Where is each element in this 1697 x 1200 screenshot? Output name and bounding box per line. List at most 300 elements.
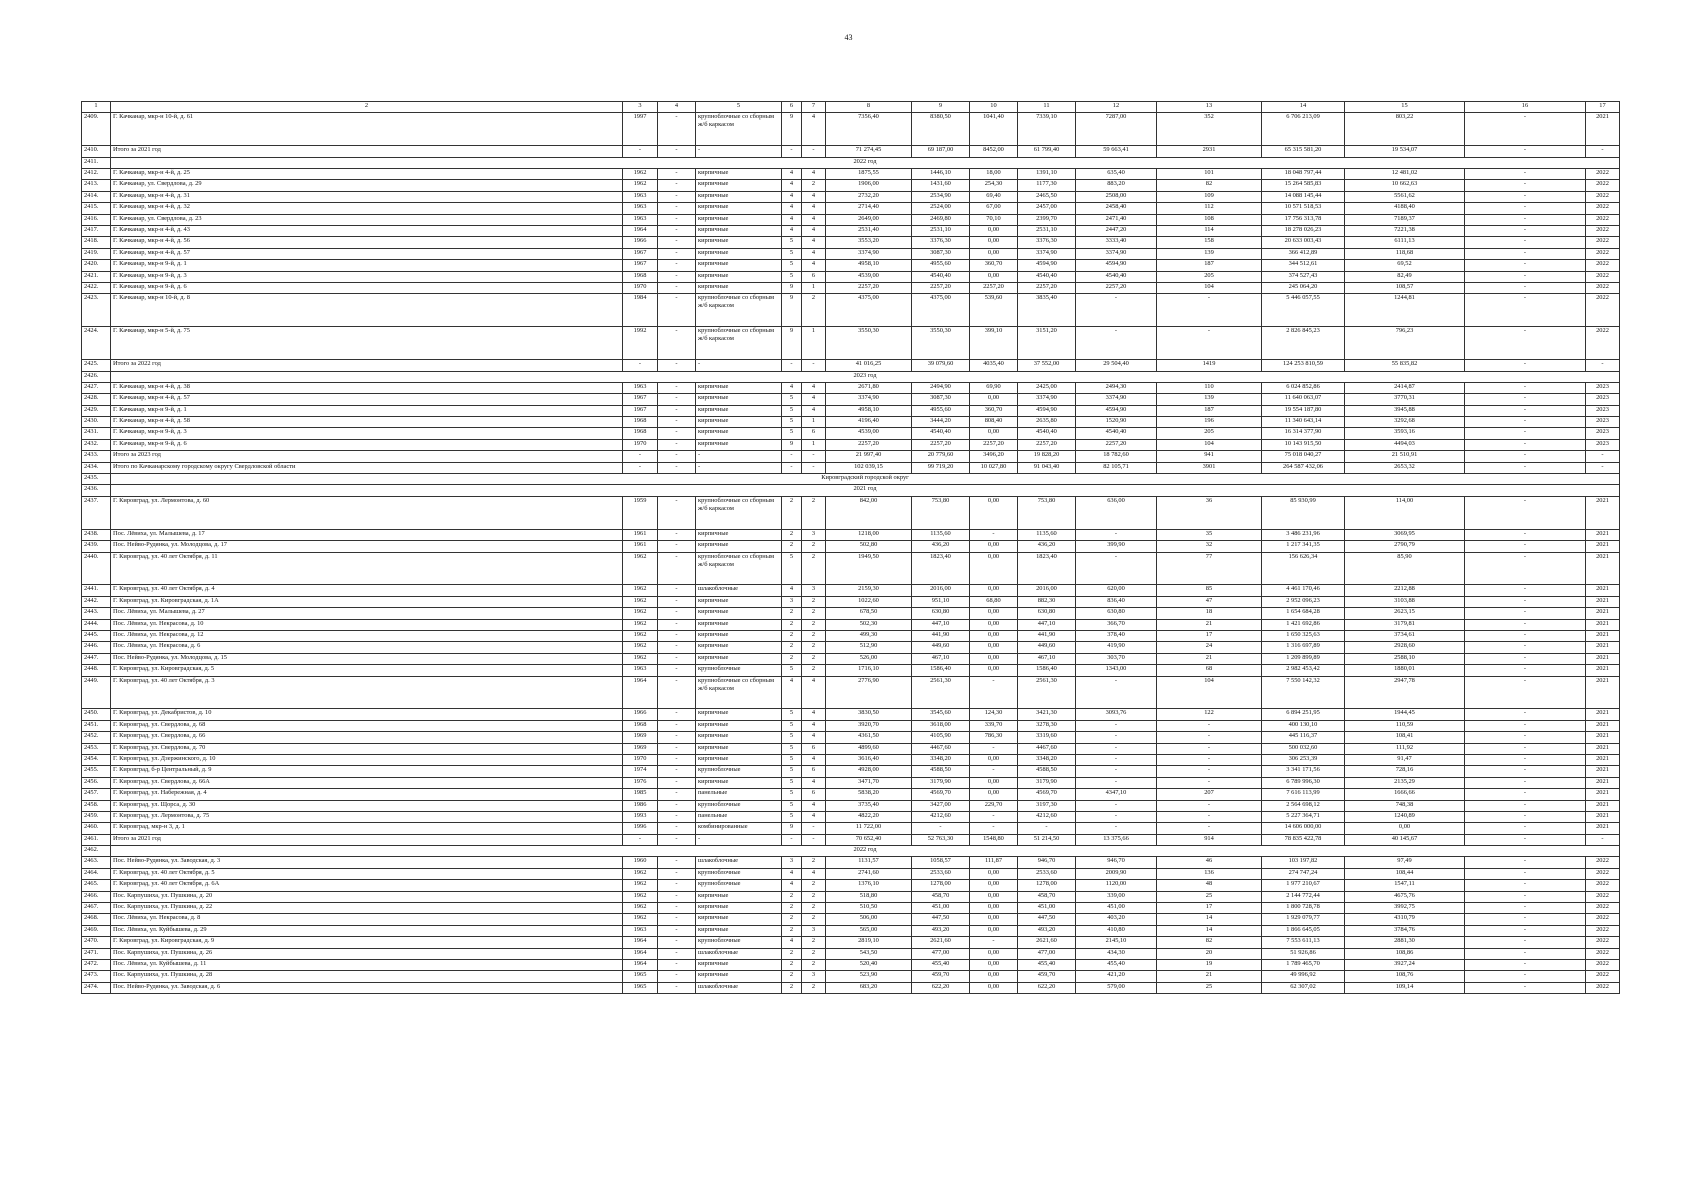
residents-count-cell: - (1157, 754, 1262, 765)
repair-cost-cell: 2 982 453,42 (1262, 665, 1345, 676)
year-reconstructed-cell: - (658, 180, 696, 191)
page-number: 43 (844, 33, 853, 42)
floors-cell: 9 (782, 823, 802, 834)
limit-cost-cell: - (1465, 439, 1586, 450)
year-reconstructed-cell: - (658, 248, 696, 259)
nonresidential-area-cell: 0,00 (970, 960, 1018, 971)
entrances-cell: 4 (802, 732, 826, 743)
repair-cost-cell: 1 316 697,89 (1262, 642, 1345, 653)
address-cell: Пос. Нейво-Рудянка, ул. Молодцова, д. 17 (111, 541, 623, 552)
table-row (82, 596, 1620, 607)
planned-year-cell: 2022 (1586, 937, 1620, 948)
private-area-cell: - (1076, 800, 1157, 811)
residential-area-cell: 91 043,40 (1018, 462, 1076, 473)
private-area-cell: 2447,20 (1076, 226, 1157, 237)
floors-cell: 2 (782, 541, 802, 552)
total-area-cell: 70 652,40 (826, 834, 912, 845)
premises-area-cell: 3618,00 (912, 720, 970, 731)
year-built-cell: 1970 (623, 439, 658, 450)
address-cell: Итого по Качканарскому городскому округу Свердловской области (111, 462, 623, 473)
limit-cost-cell: - (1465, 800, 1586, 811)
limit-cost-cell: - (1465, 541, 1586, 552)
wall-material-cell: кирпичные (696, 720, 782, 731)
wall-material-cell: кирпичные (696, 971, 782, 982)
residents-count-cell: 32 (1157, 541, 1262, 552)
limit-cost-cell: - (1465, 248, 1586, 259)
premises-area-cell: 622,20 (912, 982, 970, 993)
table-row (82, 800, 1620, 811)
private-area-cell: 1520,90 (1076, 417, 1157, 428)
cost-per-sqm-cell: 2928,60 (1345, 642, 1465, 653)
repair-cost-cell: 1 421 692,86 (1262, 619, 1345, 630)
address-cell: Г. Качканар, мкр-н 9-й, д. 6 (111, 439, 623, 450)
repair-cost-cell: 306 253,39 (1262, 754, 1345, 765)
cost-per-sqm-cell: 2212,88 (1345, 585, 1465, 596)
nonresidential-area-cell: - (970, 529, 1018, 540)
year-built-cell: 1963 (623, 191, 658, 202)
total-area-cell: 2714,40 (826, 203, 912, 214)
repair-cost-cell: 1 929 079,77 (1262, 914, 1345, 925)
premises-area-cell: 4955,60 (912, 260, 970, 271)
repair-cost-cell: 245 064,20 (1262, 282, 1345, 293)
cost-per-sqm-cell: 796,23 (1345, 327, 1465, 360)
floors-cell: 5 (782, 248, 802, 259)
repair-cost-cell: 17 756 313,78 (1262, 214, 1345, 225)
private-area-cell: 630,80 (1076, 608, 1157, 619)
wall-material-cell: кирпичные (696, 743, 782, 754)
address-cell: Г. Качканар, ул. Свердлова, д. 23 (111, 214, 623, 225)
floors-cell: 2 (782, 608, 802, 619)
private-area-cell: 2009,90 (1076, 868, 1157, 879)
limit-cost-cell: - (1465, 552, 1586, 585)
entrances-cell: 2 (802, 619, 826, 630)
year-built-cell: 1962 (623, 914, 658, 925)
residents-count-cell: 108 (1157, 214, 1262, 225)
wall-material-cell: - (696, 834, 782, 845)
row-number-cell: 2470. (82, 937, 111, 948)
year-reconstructed-cell: - (658, 925, 696, 936)
year-reconstructed-cell: - (658, 596, 696, 607)
address-cell: Г. Кировград, ул. Лермонтова, д. 75 (111, 811, 623, 822)
private-area-cell: 4540,40 (1076, 271, 1157, 282)
premises-area-cell: 20 779,60 (912, 451, 970, 462)
premises-area-cell: 3444,20 (912, 417, 970, 428)
premises-area-cell: 436,20 (912, 541, 970, 552)
row-number: 2411. (82, 157, 111, 168)
limit-cost-cell: - (1465, 260, 1586, 271)
year-built-cell: 1964 (623, 676, 658, 709)
residential-area-cell: 2621,60 (1018, 937, 1076, 948)
repair-cost-cell: 78 835 422,78 (1262, 834, 1345, 845)
column-number-14: 14 (1262, 102, 1345, 113)
year-reconstructed-cell: - (658, 608, 696, 619)
total-area-cell: 4539,00 (826, 271, 912, 282)
year-reconstructed-cell: - (658, 169, 696, 180)
year-reconstructed-cell: - (658, 868, 696, 879)
nonresidential-area-cell: 0,00 (970, 903, 1018, 914)
year-built-cell: 1963 (623, 203, 658, 214)
private-area-cell: 3374,90 (1076, 394, 1157, 405)
table-row (82, 766, 1620, 777)
residential-area-cell: 4569,70 (1018, 789, 1076, 800)
cost-per-sqm-cell: 1240,89 (1345, 811, 1465, 822)
planned-year-cell: 2022 (1586, 948, 1620, 959)
residents-count-cell: 914 (1157, 834, 1262, 845)
limit-cost-cell: - (1465, 169, 1586, 180)
wall-material-cell: крупноблочные со сборным ж/б каркасом (696, 496, 782, 529)
address-cell: Итого за 2022 год (111, 360, 623, 371)
wall-material-cell: кирпичные (696, 619, 782, 630)
table-row (82, 789, 1620, 800)
planned-year-cell: 2023 (1586, 394, 1620, 405)
year-built-cell: 1962 (623, 180, 658, 191)
limit-cost-cell: - (1465, 180, 1586, 191)
address-cell: Пос. Карпушиха, ул. Пушкина, д. 20 (111, 891, 623, 902)
address-cell: Г. Кировград, ул. Щорса, д. 30 (111, 800, 623, 811)
row-number-cell: 2450. (82, 709, 111, 720)
year-built-cell: 1968 (623, 271, 658, 282)
entrances-cell: 4 (802, 800, 826, 811)
repair-cost-cell: 20 633 003,43 (1262, 237, 1345, 248)
residential-area-cell: 19 828,20 (1018, 451, 1076, 462)
repair-cost-cell: 344 512,61 (1262, 260, 1345, 271)
planned-year-cell: 2021 (1586, 676, 1620, 709)
floors-cell: 5 (782, 394, 802, 405)
floors-cell: 4 (782, 880, 802, 891)
nonresidential-area-cell: 786,30 (970, 732, 1018, 743)
table-row (82, 709, 1620, 720)
address-cell: Г. Кировград, ул. Кировградская, д. 5 (111, 665, 623, 676)
year-built-cell: 1962 (623, 642, 658, 653)
address-cell: Пос. Лёвиха, ул. Малышева, д. 17 (111, 529, 623, 540)
limit-cost-cell: - (1465, 405, 1586, 416)
repair-cost-cell: 500 032,60 (1262, 743, 1345, 754)
residential-area-cell: 1586,40 (1018, 665, 1076, 676)
limit-cost-cell: - (1465, 811, 1586, 822)
year-reconstructed-cell: - (658, 857, 696, 868)
residential-area-cell: 1391,10 (1018, 169, 1076, 180)
residential-area-cell: 61 799,40 (1018, 146, 1076, 157)
year-built-cell: 1964 (623, 948, 658, 959)
private-area-cell: 4347,10 (1076, 789, 1157, 800)
nonresidential-area-cell: 0,00 (970, 754, 1018, 765)
residents-count-cell: 14 (1157, 925, 1262, 936)
residents-count-cell: 158 (1157, 237, 1262, 248)
planned-year-cell: 2022 (1586, 214, 1620, 225)
year-built-cell: 1969 (623, 732, 658, 743)
private-area-cell: 2257,20 (1076, 439, 1157, 450)
total-area-cell: 4958,10 (826, 260, 912, 271)
premises-area-cell: 3087,30 (912, 248, 970, 259)
entrances-cell: 2 (802, 552, 826, 585)
repair-cost-cell: 16 314 377,90 (1262, 428, 1345, 439)
address-cell: Г. Качканар, мкр-н 4-й, д. 38 (111, 382, 623, 393)
address-cell: Г. Кировград, б-р Центральный, д. 9 (111, 766, 623, 777)
address-cell: Г. Кировград, ул. Декабристов, д. 10 (111, 709, 623, 720)
repair-cost-cell: 6 789 996,30 (1262, 777, 1345, 788)
table-row (82, 529, 1620, 540)
limit-cost-cell: - (1465, 191, 1586, 202)
address-cell: Итого за 2023 год (111, 451, 623, 462)
year-reconstructed-cell: - (658, 146, 696, 157)
planned-year-cell: 2022 (1586, 857, 1620, 868)
planned-year-cell: - (1586, 146, 1620, 157)
year-built-cell: 1969 (623, 743, 658, 754)
address-cell: Г. Качканар, мкр-н 9-й, д. 6 (111, 282, 623, 293)
repair-cost-cell: 3 486 231,96 (1262, 529, 1345, 540)
row-number-cell: 2433. (82, 451, 111, 462)
row-number-cell: 2448. (82, 665, 111, 676)
limit-cost-cell: - (1465, 282, 1586, 293)
limit-cost-cell: - (1465, 868, 1586, 879)
premises-area-cell: 1586,40 (912, 665, 970, 676)
total-area-cell: 41 016,25 (826, 360, 912, 371)
row-number-cell: 2457. (82, 789, 111, 800)
address-cell: Г. Кировград, мкр-н 3, д. 1 (111, 823, 623, 834)
floors-cell: 9 (782, 113, 802, 146)
planned-year-cell: 2022 (1586, 880, 1620, 891)
year-built-cell: 1997 (623, 113, 658, 146)
residents-count-cell: - (1157, 823, 1262, 834)
residents-count-cell: 109 (1157, 191, 1262, 202)
year-built-cell: 1962 (623, 868, 658, 879)
residents-count-cell: 114 (1157, 226, 1262, 237)
section-label: 2022 год (111, 157, 1620, 168)
limit-cost-cell: - (1465, 113, 1586, 146)
address-cell: Г. Кировград, ул. 40 лет Октября, д. 11 (111, 552, 623, 585)
year-reconstructed-cell: - (658, 880, 696, 891)
section-header-row (82, 846, 1620, 857)
address-cell: Г. Кировград, ул. Свердлова, д. 66А (111, 777, 623, 788)
address-cell: Итого за 2021 год (111, 146, 623, 157)
floors-cell: 5 (782, 732, 802, 743)
planned-year-cell: 2023 (1586, 439, 1620, 450)
residential-area-cell: 4588,50 (1018, 766, 1076, 777)
floors-cell: 5 (782, 405, 802, 416)
address-cell: Г. Качканар, мкр-н 4-й, д. 32 (111, 203, 623, 214)
total-area-cell: 520,40 (826, 960, 912, 971)
premises-area-cell: 1431,60 (912, 180, 970, 191)
residential-area-cell: 1135,60 (1018, 529, 1076, 540)
residents-count-cell: 47 (1157, 596, 1262, 607)
cost-per-sqm-cell: 748,38 (1345, 800, 1465, 811)
table-row (82, 417, 1620, 428)
year-reconstructed-cell: - (658, 709, 696, 720)
total-area-cell: 2531,40 (826, 226, 912, 237)
floors-cell: 5 (782, 800, 802, 811)
premises-area-cell: 2257,20 (912, 282, 970, 293)
residents-count-cell: - (1157, 766, 1262, 777)
repair-cost-cell: 1 654 684,28 (1262, 608, 1345, 619)
premises-area-cell: 2534,90 (912, 191, 970, 202)
cost-per-sqm-cell: 97,49 (1345, 857, 1465, 868)
total-area-cell: 21 997,40 (826, 451, 912, 462)
year-reconstructed-cell: - (658, 260, 696, 271)
address-cell: Г. Качканар, мкр-н 4-й, д. 58 (111, 417, 623, 428)
residents-count-cell: 21 (1157, 653, 1262, 664)
residential-area-cell: 4467,60 (1018, 743, 1076, 754)
residential-area-cell: 3278,30 (1018, 720, 1076, 731)
wall-material-cell: кирпичные (696, 653, 782, 664)
table-row (82, 914, 1620, 925)
year-reconstructed-cell: - (658, 834, 696, 845)
limit-cost-cell: - (1465, 937, 1586, 948)
cost-per-sqm-cell: 114,00 (1345, 496, 1465, 529)
planned-year-cell: 2021 (1586, 630, 1620, 641)
column-number-7: 7 (802, 102, 826, 113)
table-row (82, 880, 1620, 891)
row-number-cell: 2438. (82, 529, 111, 540)
entrances-cell: 4 (802, 226, 826, 237)
repair-cost-cell: 19 554 187,80 (1262, 405, 1345, 416)
repair-cost-cell: 366 412,89 (1262, 248, 1345, 259)
floors-cell: 5 (782, 720, 802, 731)
table-row (82, 260, 1620, 271)
section-header-row (82, 371, 1620, 382)
wall-material-cell: кирпичные (696, 709, 782, 720)
cost-per-sqm-cell: 2790,79 (1345, 541, 1465, 552)
residential-area-cell: 4212,60 (1018, 811, 1076, 822)
cost-per-sqm-cell: 21 510,91 (1345, 451, 1465, 462)
cost-per-sqm-cell: 2623,15 (1345, 608, 1465, 619)
wall-material-cell: кирпичные (696, 226, 782, 237)
entrances-cell: 6 (802, 789, 826, 800)
planned-year-cell: 2021 (1586, 777, 1620, 788)
limit-cost-cell: - (1465, 271, 1586, 282)
private-area-cell: 18 782,60 (1076, 451, 1157, 462)
total-area-cell: 1022,60 (826, 596, 912, 607)
year-built-cell: 1962 (623, 585, 658, 596)
address-cell: Г. Качканар, мкр-н 4-й, д. 31 (111, 191, 623, 202)
year-built-cell: - (623, 360, 658, 371)
wall-material-cell: крупноблочные (696, 766, 782, 777)
year-built-cell: 1970 (623, 754, 658, 765)
cost-per-sqm-cell: 3770,31 (1345, 394, 1465, 405)
cost-per-sqm-cell: 3734,61 (1345, 630, 1465, 641)
limit-cost-cell: - (1465, 665, 1586, 676)
column-number-15: 15 (1345, 102, 1465, 113)
year-reconstructed-cell: - (658, 960, 696, 971)
nonresidential-area-cell: 0,00 (970, 982, 1018, 993)
wall-material-cell: шлакоблочные (696, 857, 782, 868)
cost-per-sqm-cell: 5561,62 (1345, 191, 1465, 202)
residents-count-cell: 196 (1157, 417, 1262, 428)
section-header-row (82, 157, 1620, 168)
limit-cost-cell: - (1465, 720, 1586, 731)
wall-material-cell: кирпичные (696, 439, 782, 450)
floors-cell: 5 (782, 754, 802, 765)
private-area-cell: 3093,76 (1076, 709, 1157, 720)
year-reconstructed-cell: - (658, 541, 696, 552)
residential-area-cell: 3374,90 (1018, 248, 1076, 259)
total-area-cell: 512,90 (826, 642, 912, 653)
column-number-2: 2 (111, 102, 623, 113)
cost-per-sqm-cell: 108,41 (1345, 732, 1465, 743)
row-number-cell: 2446. (82, 642, 111, 653)
repair-cost-cell: 2 826 845,23 (1262, 327, 1345, 360)
wall-material-cell: крупноблочные со сборным ж/б каркасом (696, 113, 782, 146)
planned-year-cell: 2022 (1586, 982, 1620, 993)
premises-area-cell: 99 719,20 (912, 462, 970, 473)
entrances-cell: 4 (802, 394, 826, 405)
private-area-cell: 636,00 (1076, 496, 1157, 529)
entrances-cell: 6 (802, 766, 826, 777)
address-cell: Г. Качканар, мкр-н 10-й, д. 8 (111, 294, 623, 327)
private-area-cell: 7287,00 (1076, 113, 1157, 146)
total-area-cell: 2159,30 (826, 585, 912, 596)
total-area-cell: 842,00 (826, 496, 912, 529)
entrances-cell: 2 (802, 857, 826, 868)
residential-area-cell: 3374,90 (1018, 394, 1076, 405)
row-number-cell: 2454. (82, 754, 111, 765)
row-number-cell: 2421. (82, 271, 111, 282)
total-area-cell: 2257,20 (826, 282, 912, 293)
residential-area-cell: 2257,20 (1018, 282, 1076, 293)
entrances-cell: 2 (802, 914, 826, 925)
private-area-cell: - (1076, 743, 1157, 754)
residents-count-cell: 104 (1157, 282, 1262, 293)
limit-cost-cell: - (1465, 585, 1586, 596)
floors-cell: 2 (782, 982, 802, 993)
total-area-cell: 678,50 (826, 608, 912, 619)
table-row (82, 271, 1620, 282)
year-built-cell: 1993 (623, 811, 658, 822)
table-row (82, 451, 1620, 462)
column-number-16: 16 (1465, 102, 1586, 113)
residents-count-cell: 352 (1157, 113, 1262, 146)
housing-register-table (81, 101, 1620, 994)
limit-cost-cell: - (1465, 360, 1586, 371)
nonresidential-area-cell: 69,40 (970, 191, 1018, 202)
repair-cost-cell: 14 606 000,00 (1262, 823, 1345, 834)
residential-area-cell: 7339,10 (1018, 113, 1076, 146)
wall-material-cell: крупноблочные со сборным ж/б каркасом (696, 294, 782, 327)
entrances-cell: 4 (802, 214, 826, 225)
nonresidential-area-cell: 124,30 (970, 709, 1018, 720)
limit-cost-cell: - (1465, 857, 1586, 868)
premises-area-cell: 3376,30 (912, 237, 970, 248)
cost-per-sqm-cell: 2881,30 (1345, 937, 1465, 948)
floors-cell: 4 (782, 191, 802, 202)
column-number-13: 13 (1157, 102, 1262, 113)
premises-area-cell: 455,40 (912, 960, 970, 971)
row-number-cell: 2417. (82, 226, 111, 237)
floors-cell: 4 (782, 226, 802, 237)
limit-cost-cell: - (1465, 237, 1586, 248)
entrances-cell: 2 (802, 642, 826, 653)
entrances-cell: - (802, 823, 826, 834)
limit-cost-cell: - (1465, 914, 1586, 925)
wall-material-cell: кирпичные (696, 630, 782, 641)
private-area-cell: 399,90 (1076, 541, 1157, 552)
residential-area-cell: 2425,00 (1018, 382, 1076, 393)
year-built-cell: 1963 (623, 665, 658, 676)
wall-material-cell: крупноблочные со сборным ж/б каркасом (696, 552, 782, 585)
wall-material-cell: кирпичные (696, 180, 782, 191)
planned-year-cell: 2021 (1586, 754, 1620, 765)
table-row (82, 754, 1620, 765)
entrances-cell: 4 (802, 382, 826, 393)
repair-cost-cell: 5 446 057,55 (1262, 294, 1345, 327)
address-cell: Г. Кировград, ул. 40 лет Октября, д. 4 (111, 585, 623, 596)
private-area-cell: 2145,10 (1076, 937, 1157, 948)
repair-cost-cell: 400 130,10 (1262, 720, 1345, 731)
row-number-cell: 2444. (82, 619, 111, 630)
residents-count-cell: 24 (1157, 642, 1262, 653)
table-row (82, 180, 1620, 191)
premises-area-cell: 3550,30 (912, 327, 970, 360)
nonresidential-area-cell: 0,00 (970, 891, 1018, 902)
